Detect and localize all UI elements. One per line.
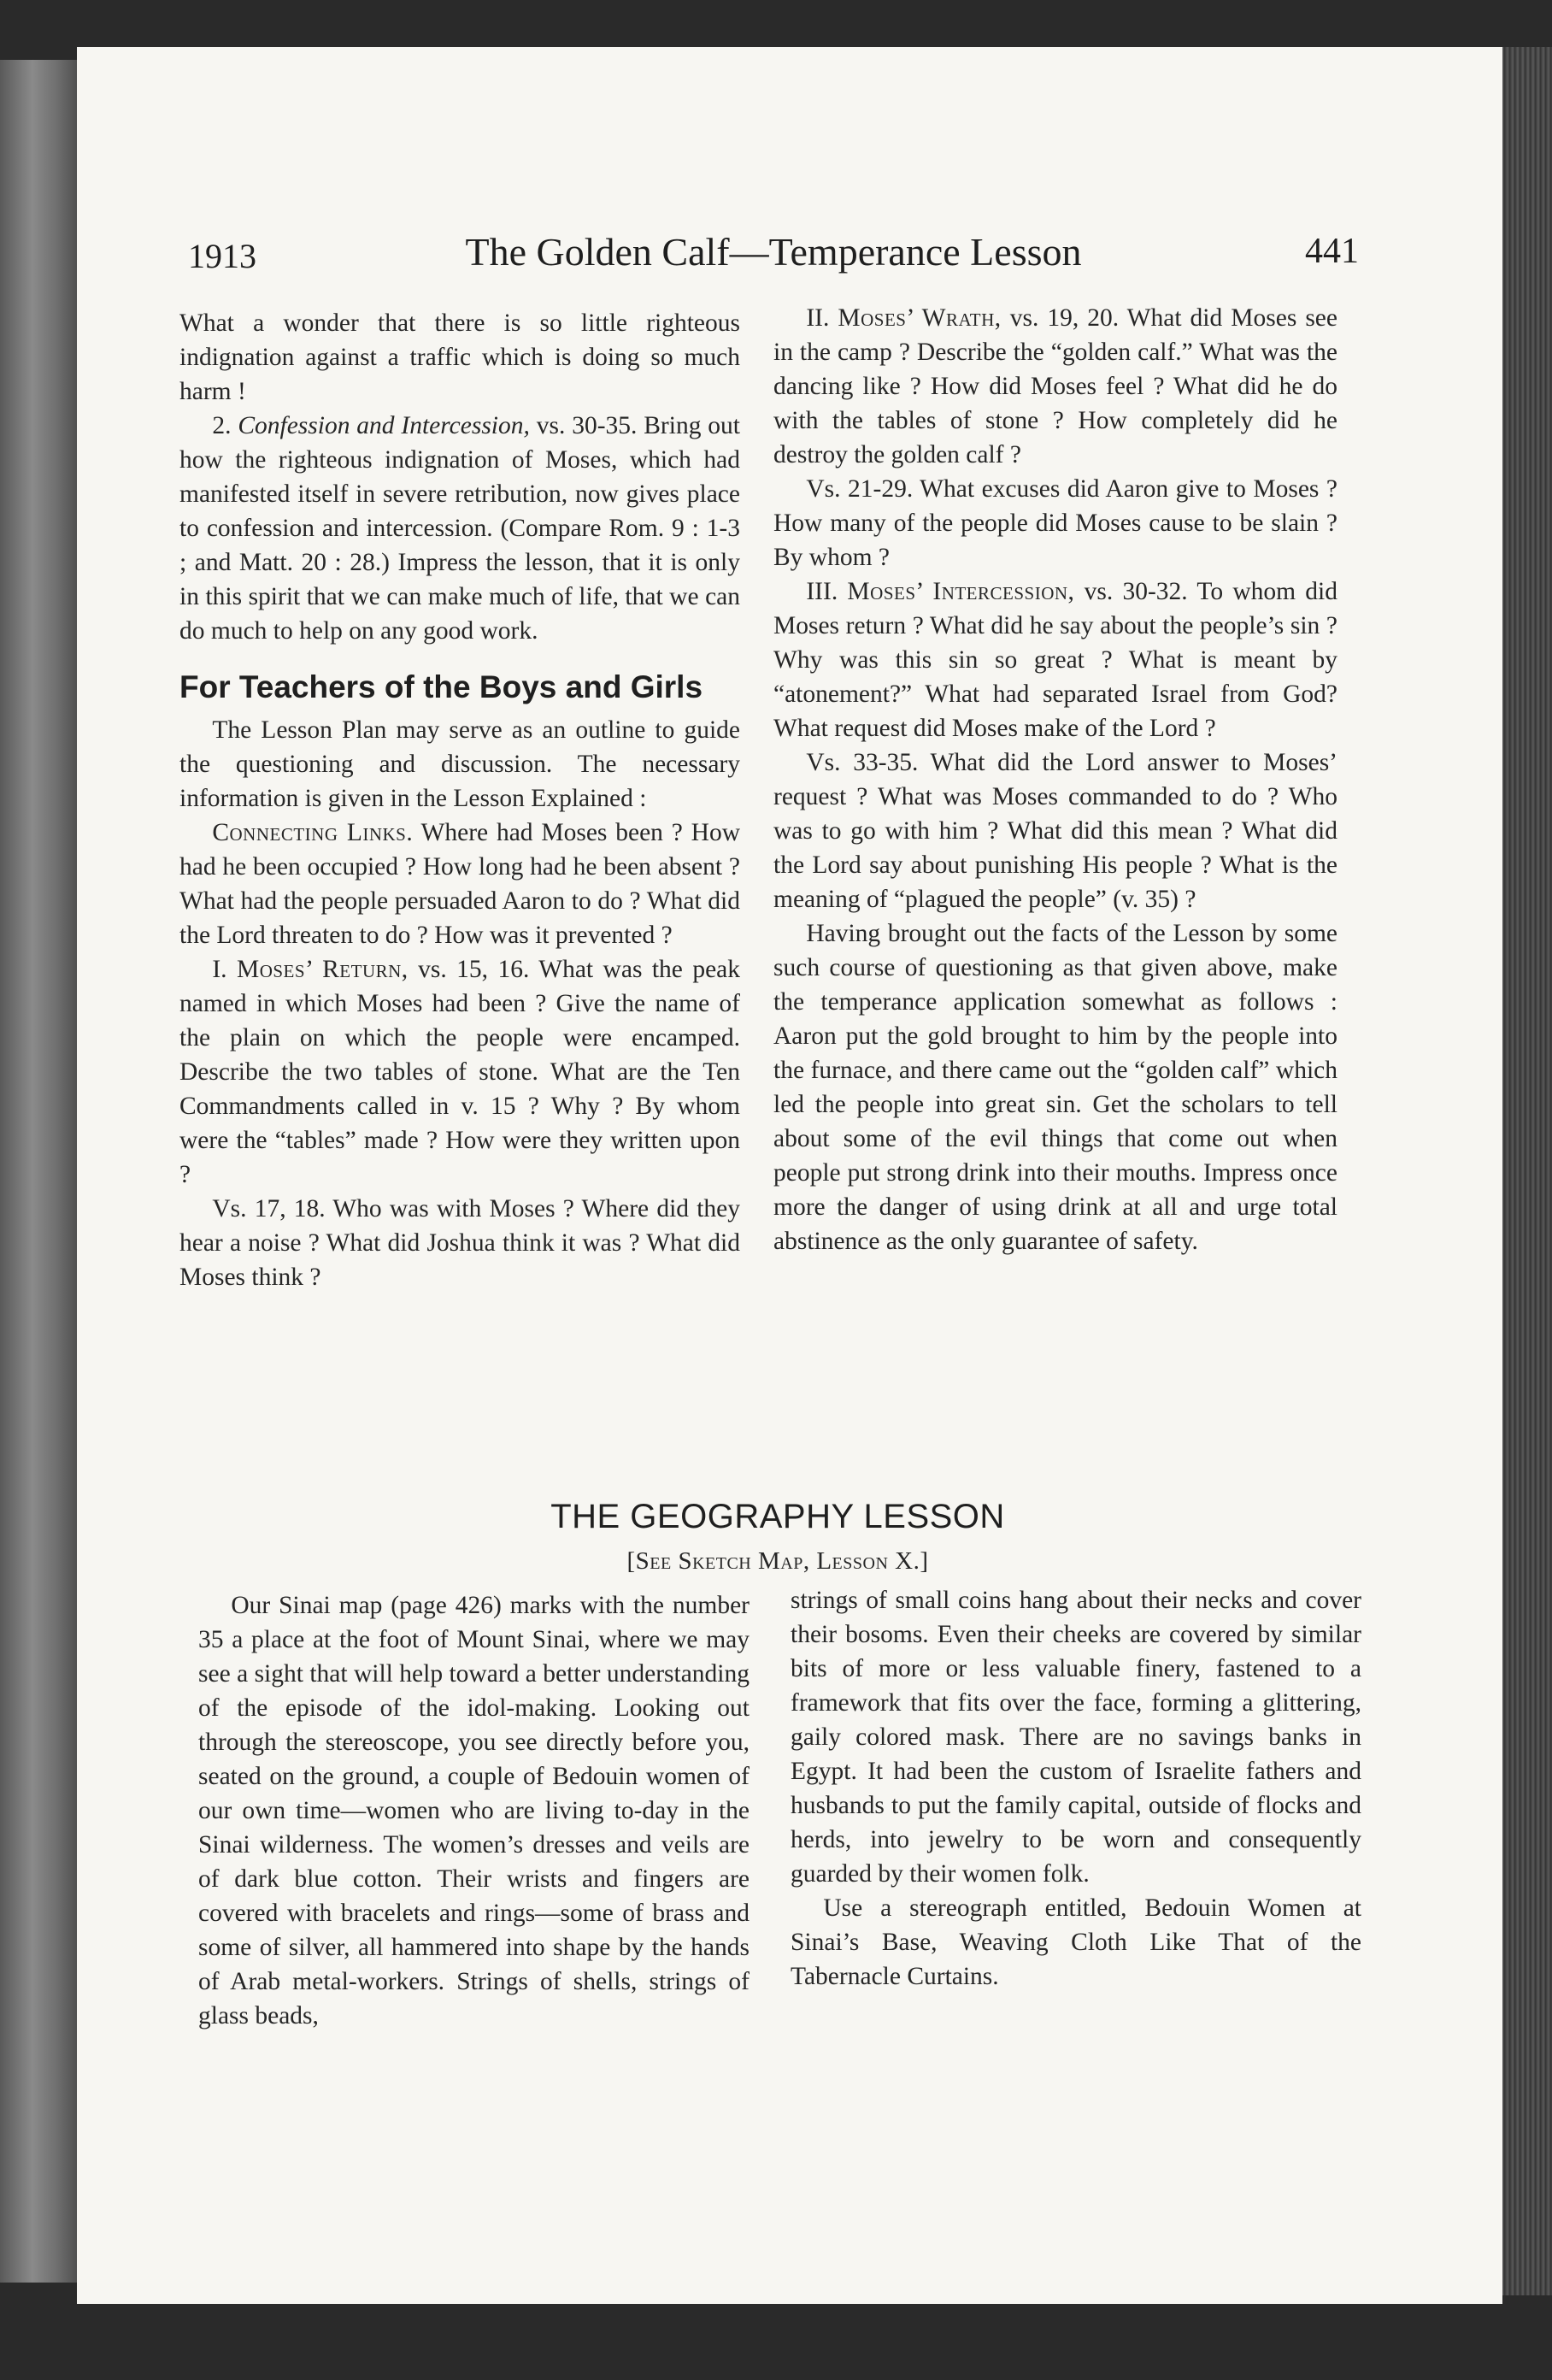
section-label: Moses’ Wrath, bbox=[838, 304, 1002, 332]
right-column bbox=[773, 301, 1337, 1258]
section-text: vs. 19, 20. What did Moses see in the camp ? Describe the “golden calf.” What was the dancing like ? How did Moses feel ? What did he do with the tables of stone ? How completely did he destroy the golden calf ? bbox=[773, 304, 1337, 468]
paragraph: strings of small coins hang about their necks and cover their bosoms. Even their cheeks are covered by similar bits of more or less valuable finery, fastened to a framework that fits over the face, forming a glittering, gaily colored mask. There are no savings banks in Egypt. It had been the custom of Israelite fathers and husbands to put the family capital, outside of flocks and herds, into jewelry to be worn and consequently guarded by their women folk. bbox=[791, 1587, 1361, 1888]
paragraph: Having brought out the facts of the Lesson by some such course of questioning as that given above, make the temperance application somewhat as follows : Aaron put the gold brought to him by the people into the furnace, and there came out the “golden calf” which led the people into great sin. Get the scholars to tell about some of the evil things that come out when people put strong drink into their mouths. Impress once more the danger of using drink at all and urge total abstinence as the only guarantee of safety. bbox=[773, 920, 1337, 1255]
left-column bbox=[179, 306, 740, 1294]
header-year: 1913 bbox=[188, 237, 256, 275]
scan-page-edges-right bbox=[1500, 47, 1552, 2295]
paragraph bbox=[179, 816, 740, 952]
section-text: vs. 30-35. Bring out how the righteous indignation of Moses, which had manifested itself in severe retribution, now gives place to confession and intercession. (Compare Rom. 9 : 1-3 ; and Matt. 20 : 28.) Impress the lesson, that it is only in this spirit that we can make much of life, that we can do much to help on any good work. bbox=[179, 412, 741, 645]
geography-subheading: [See Sketch Map, Lesson X.] bbox=[626, 1547, 929, 1575]
section-number: 2. bbox=[212, 412, 238, 439]
paragraph: Use a stereograph entitled, Bedouin Women at Sinai’s Base, Weaving Cloth Like That of the Tabernacle Curtains. bbox=[791, 1894, 1361, 1990]
section-label: Moses’ Intercession, bbox=[847, 578, 1075, 605]
section-number: II. bbox=[806, 304, 838, 332]
paragraph: What a wonder that there is so little righteous indignation against a traffic which is doing so much harm ! bbox=[179, 309, 740, 405]
geography-left-column bbox=[198, 1588, 750, 2033]
paragraph bbox=[773, 301, 1337, 472]
header-title: The Golden Calf—Temperance Lesson bbox=[465, 230, 1082, 274]
paragraph bbox=[179, 952, 740, 1192]
paragraph bbox=[179, 409, 740, 648]
section-label: Moses’ Return, bbox=[236, 956, 409, 983]
section-number: I. bbox=[212, 956, 237, 983]
section-title: Confession and Intercession, bbox=[238, 412, 530, 439]
running-header bbox=[188, 229, 1359, 280]
geography-right-column bbox=[791, 1583, 1361, 1994]
paragraph: Our Sinai map (page 426) marks with the number 35 a place at the foot of Mount Sinai, where we may see a sight that will help toward a better understanding of the episode of the idol-making. Looking out through the stereoscope, you see directly before you, seated on the ground, a couple of Bedouin women of our own time—women who are living to-day in the Sinai wilderness. The women’s dresses and veils are of dark blue cotton. Their wrists and fingers are covered with bracelets and rings—some of brass and some of silver, all hammered into shape by the hands of Arab metal-workers. Strings of shells, strings of glass beads, bbox=[198, 1592, 750, 2029]
geography-heading: THE GEOGRAPHY LESSON bbox=[550, 1498, 1005, 1535]
section-text: Where had Moses been ? How had he been occupied ? How long had he been absent ? What had the people persuaded Aaron to do ? What did the Lord threaten to do ? How was it prevented ? bbox=[179, 819, 741, 949]
section-label: Connecting Links. bbox=[212, 819, 414, 846]
section-text: vs. 30-32. To whom did Moses return ? What did he say about the people’s sin ? Why was this sin so great ? What is meant by “atonement?” What had separated Israel from God? What request did Moses make of the Lord ? bbox=[773, 578, 1337, 742]
page-number: 441 bbox=[1305, 232, 1359, 271]
paragraph: Vs. 21-29. What excuses did Aaron give to Moses ? How many of the people did Moses cause to be slain ? By whom ? bbox=[773, 475, 1337, 571]
paragraph: Vs. 17, 18. Who was with Moses ? Where did they hear a noise ? What did Joshua think it was ? What did Moses think ? bbox=[179, 1195, 740, 1291]
scan-binding-left bbox=[0, 60, 81, 2283]
paragraph bbox=[773, 574, 1337, 745]
section-number: III. bbox=[806, 578, 848, 605]
section-text: vs. 15, 16. What was the peak named in which Moses had been ? Give the name of the plain on which the people were encamped. Describe the two tables of stone. What are the Ten Commandments called in v. 15 ? Why ? By whom were the “tables” made ? How were they written upon ? bbox=[179, 956, 741, 1188]
section-heading: For Teachers of the Boys and Girls bbox=[179, 669, 703, 704]
paragraph: The Lesson Plan may serve as an outline to guide the questioning and discussion. The necessary information is given in the Lesson Explained : bbox=[179, 716, 740, 812]
paragraph: Vs. 33-35. What did the Lord answer to Moses’ request ? What was Moses commanded to do ? Who was to go with him ? What did this mean ? What did the Lord say about punishing His people ? What is the meaning of “plagued the people” (v. 35) ? bbox=[773, 749, 1337, 913]
